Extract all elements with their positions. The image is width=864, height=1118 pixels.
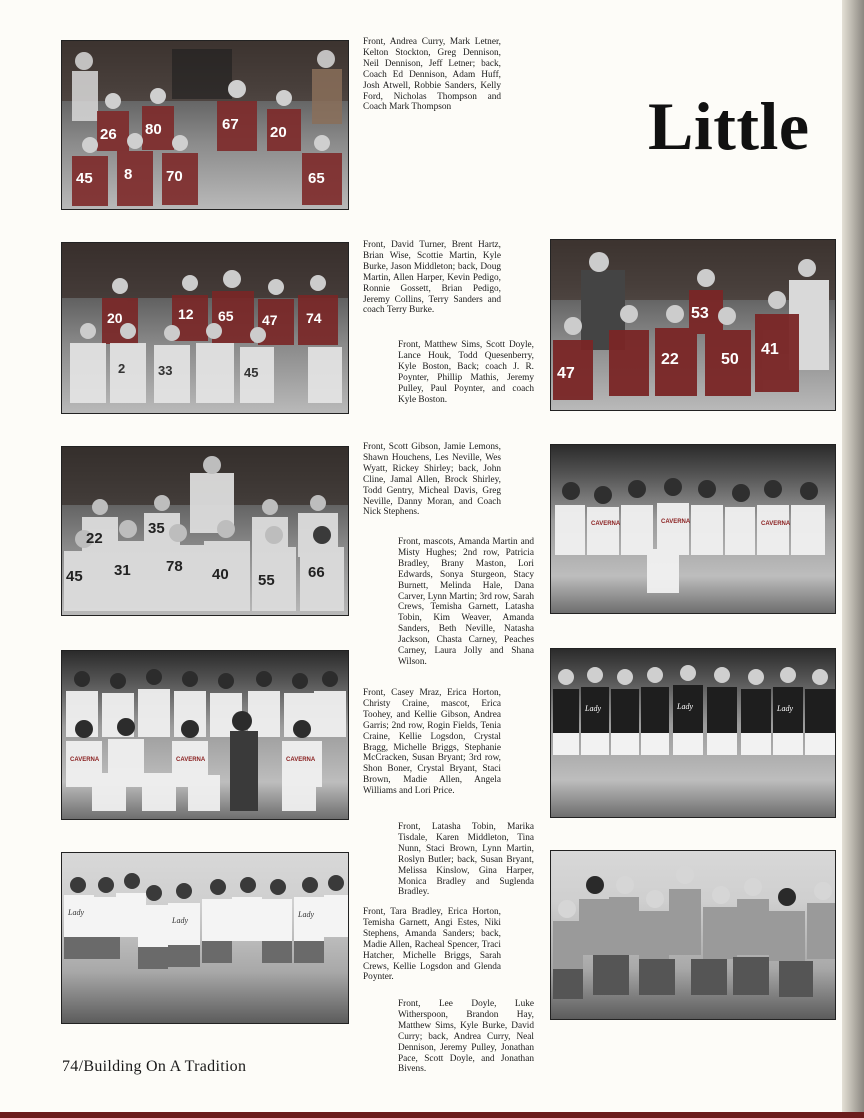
jersey-number: 45	[244, 365, 259, 380]
uniform-text: CAVERNA	[661, 519, 691, 525]
caption-cheer-1: Front, mascots, Amanda Martin and Misty Hughes; 2nd row, Patricia Bradley, Brany Maston, Lori Edwards, Sonya Sturgeon, Stacy Burnett, Melinda Hale, Dana Carver, Lynn Martin; 3rd row, Sarah Crews, Temisha Garnett, Latasha Tobin, Kim Weaver, Amanda Sanders, Beth Neville, Natasha Jackson, Chasta Carney, Peaches Carney, Laura Jolly and Shana Wilson.	[398, 537, 534, 667]
jersey-number: 31	[114, 562, 131, 579]
cheer-photo-1	[550, 444, 836, 614]
team-photo-football-3	[550, 239, 836, 411]
jersey-number: 74	[306, 310, 322, 326]
caption-football-3: Front, Matthew Sims, Scott Doyle, Lance Houk, Todd Quesenberry, Kyle Boston, Back; coach J. R. Poynter, Phillip Mathis, Jeremy Pulley, Paul Poynter, and coach Kyle Boston.	[398, 340, 534, 405]
uniform-text: Lady	[585, 704, 601, 713]
jersey-number: 20	[107, 310, 123, 326]
jersey-number: 8	[124, 166, 133, 183]
team-photo-girls-2-figures	[62, 853, 348, 1023]
team-photo-football-1-figures	[62, 41, 348, 209]
jersey-number: 22	[86, 530, 103, 547]
uniform-text: CAVERNA	[591, 521, 621, 527]
jersey-number: 45	[76, 170, 93, 187]
team-photo-girls-2	[61, 852, 349, 1024]
team-photo-football-3-figures	[551, 240, 835, 410]
team-photo-girls-1-figures	[551, 649, 835, 817]
jersey-number: 53	[691, 305, 709, 322]
page-folio: 74/Building On A Tradition	[62, 1058, 247, 1075]
uniform-text: CAVERNA	[286, 757, 316, 763]
team-photo-football-4	[61, 446, 349, 616]
jersey-number: 35	[148, 520, 165, 537]
jersey-number: 78	[166, 558, 183, 575]
page-bottom-bar	[0, 1112, 864, 1118]
jersey-number: 55	[258, 572, 275, 589]
uniform-text: Lady	[68, 908, 84, 917]
cheer-photo-2-figures	[62, 651, 348, 819]
jersey-number: 47	[557, 365, 575, 382]
uniform-text: CAVERNA	[70, 757, 100, 763]
caption-basketball-boys: Front, Lee Doyle, Luke Witherspoon, Brandon Hay, Matthew Sims, Kyle Burke, David Curry; back, Andrea Curry, Neal Dennison, Jeremy Pulley, Jonathan Pace, Scott Doyle, and Jonathan Bivens.	[398, 999, 534, 1075]
caption-cheer-2: Front, Casey Mraz, Erica Horton, Christy Craine, mascot, Erica Toohey, and Kellie Gibson, Andrea Garris; 2nd row, Rogin Fields, Tenia Craine, Kellie Logsdon, Crystal Bragg, Michelle Briggs, Stephanie McCracken, Susan Bryant; 3rd row, Shon Boner, Crystal Bryant, Staci Brown, Madie Allen, Angela Williams and Lori Price.	[363, 688, 501, 797]
uniform-text: Lady	[172, 916, 188, 925]
jersey-number: 22	[661, 351, 679, 368]
jersey-number: 67	[222, 116, 239, 133]
team-photo-girls-1	[550, 648, 836, 818]
jersey-number: 50	[721, 351, 739, 368]
team-photo-football-1	[61, 40, 349, 210]
caption-football-4: Front, Scott Gibson, Jamie Lemons, Shawn Houchens, Les Neville, Wes Wyatt, Rickey Shirley; back, John Cline, Jamal Allen, Brock Shirley, Todd Gentry, Micheal Davis, Greg Neville, Danny Moran, and Coach Nick Stephens.	[363, 442, 501, 518]
page-edge-shadow	[842, 0, 864, 1118]
team-photo-boys-basketball	[550, 850, 836, 1020]
cheer-photo-1-figures	[551, 445, 835, 613]
jersey-number: 45	[66, 568, 83, 585]
jersey-number: 33	[158, 363, 173, 378]
uniform-text: Lady	[777, 704, 793, 713]
team-photo-football-2	[61, 242, 349, 414]
jersey-number: 20	[270, 124, 287, 141]
uniform-text: Lady	[298, 910, 314, 919]
page-title: Little	[648, 88, 810, 164]
jersey-number: 26	[100, 126, 117, 143]
team-photo-football-4-figures	[62, 447, 348, 615]
uniform-text: CAVERNA	[176, 757, 206, 763]
jersey-number: 12	[178, 306, 194, 322]
jersey-number: 65	[308, 170, 325, 187]
cheer-photo-2	[61, 650, 349, 820]
jersey-number: 41	[761, 341, 779, 358]
jersey-number: 66	[308, 564, 325, 581]
team-photo-boys-basketball-figures	[551, 851, 835, 1019]
caption-basketball-girls-2: Front, Tara Bradley, Erica Horton, Temisha Garnett, Angi Estes, Niki Stephens, Amanda Sanders; back, Madie Allen, Racheal Spencer, Traci Hatcher, Michelle Briggs, Sarah Crews, Kellie Logsdon and Glenda Poynter.	[363, 907, 501, 983]
jersey-number: 40	[212, 566, 229, 583]
jersey-number: 70	[166, 168, 183, 185]
jersey-number: 80	[145, 121, 162, 138]
jersey-number: 2	[118, 361, 126, 376]
jersey-number: 65	[218, 308, 234, 324]
jersey-number: 47	[262, 312, 278, 328]
team-photo-football-2-figures	[62, 243, 348, 413]
caption-football-1: Front, Andrea Curry, Mark Letner, Kelton Stockton, Greg Dennison, Neil Dennison, Jeff Letner; back, Coach Ed Dennison, Adam Huff, Josh Atwell, Robbie Sanders, Kelly Ford, Nicholas Thompson and Coach Mark Thompson	[363, 37, 501, 113]
uniform-text: Lady	[677, 702, 693, 711]
caption-basketball-girls-1: Front, Latasha Tobin, Marika Tisdale, Karen Middleton, Tina Nunn, Staci Brown, Lynn Martin, Roslyn Butler; back, Susan Bryant, Melissa Kinslow, Gina Harper, Monica Bradley and Suglenda Bradley.	[398, 822, 534, 898]
caption-football-2: Front, David Turner, Brent Hartz, Brian Wise, Scottie Martin, Kyle Burke, Jason Middleton; back, Doug Martin, Allen Harper, Kevin Pedigo, Ronnie Gossett, Brian Pedigo, Jeremy Collins, Terry Sanders and coach Terry Burke.	[363, 240, 501, 316]
uniform-text: CAVERNA	[761, 521, 791, 527]
